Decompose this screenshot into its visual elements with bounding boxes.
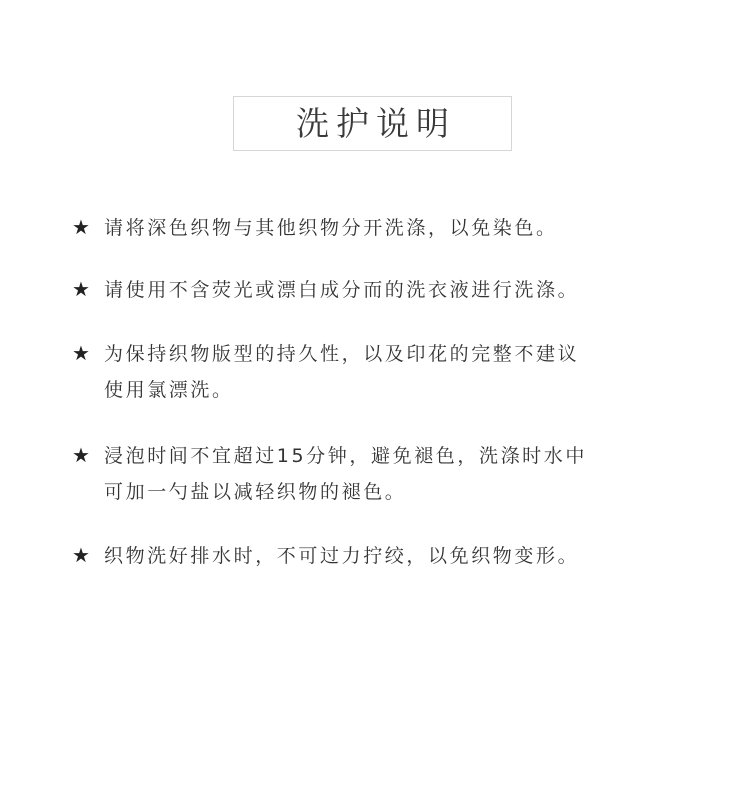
item-text (104, 336, 664, 408)
page-title: 洗护说明 (296, 104, 456, 143)
item-line: 可加一勺盐以减轻织物的褪色。 (104, 481, 407, 503)
item-text (104, 210, 664, 246)
item-text (104, 438, 664, 510)
item-line: 浸泡时间不宜超过15分钟，避免褪色，洗涤时水中 (104, 445, 587, 467)
star-icon: ★ (72, 277, 90, 301)
star-icon: ★ (72, 215, 90, 239)
item-text (104, 272, 664, 308)
item-line: 请将深色织物与其他织物分开洗涤，以免染色。 (104, 217, 558, 239)
item-line: 织物洗好排水时，不可过力拧绞，以免织物变形。 (104, 545, 580, 567)
title-box (233, 96, 512, 151)
item-text (104, 538, 664, 574)
item-line: 请使用不含荧光或漂白成分而的洗衣液进行洗涤。 (104, 279, 580, 301)
item-line: 使用氯漂洗。 (104, 379, 234, 401)
star-icon: ★ (72, 543, 90, 567)
item-line: 为保持织物版型的持久性，以及印花的完整不建议 (104, 343, 580, 365)
star-icon: ★ (72, 341, 90, 365)
star-icon: ★ (72, 443, 90, 467)
